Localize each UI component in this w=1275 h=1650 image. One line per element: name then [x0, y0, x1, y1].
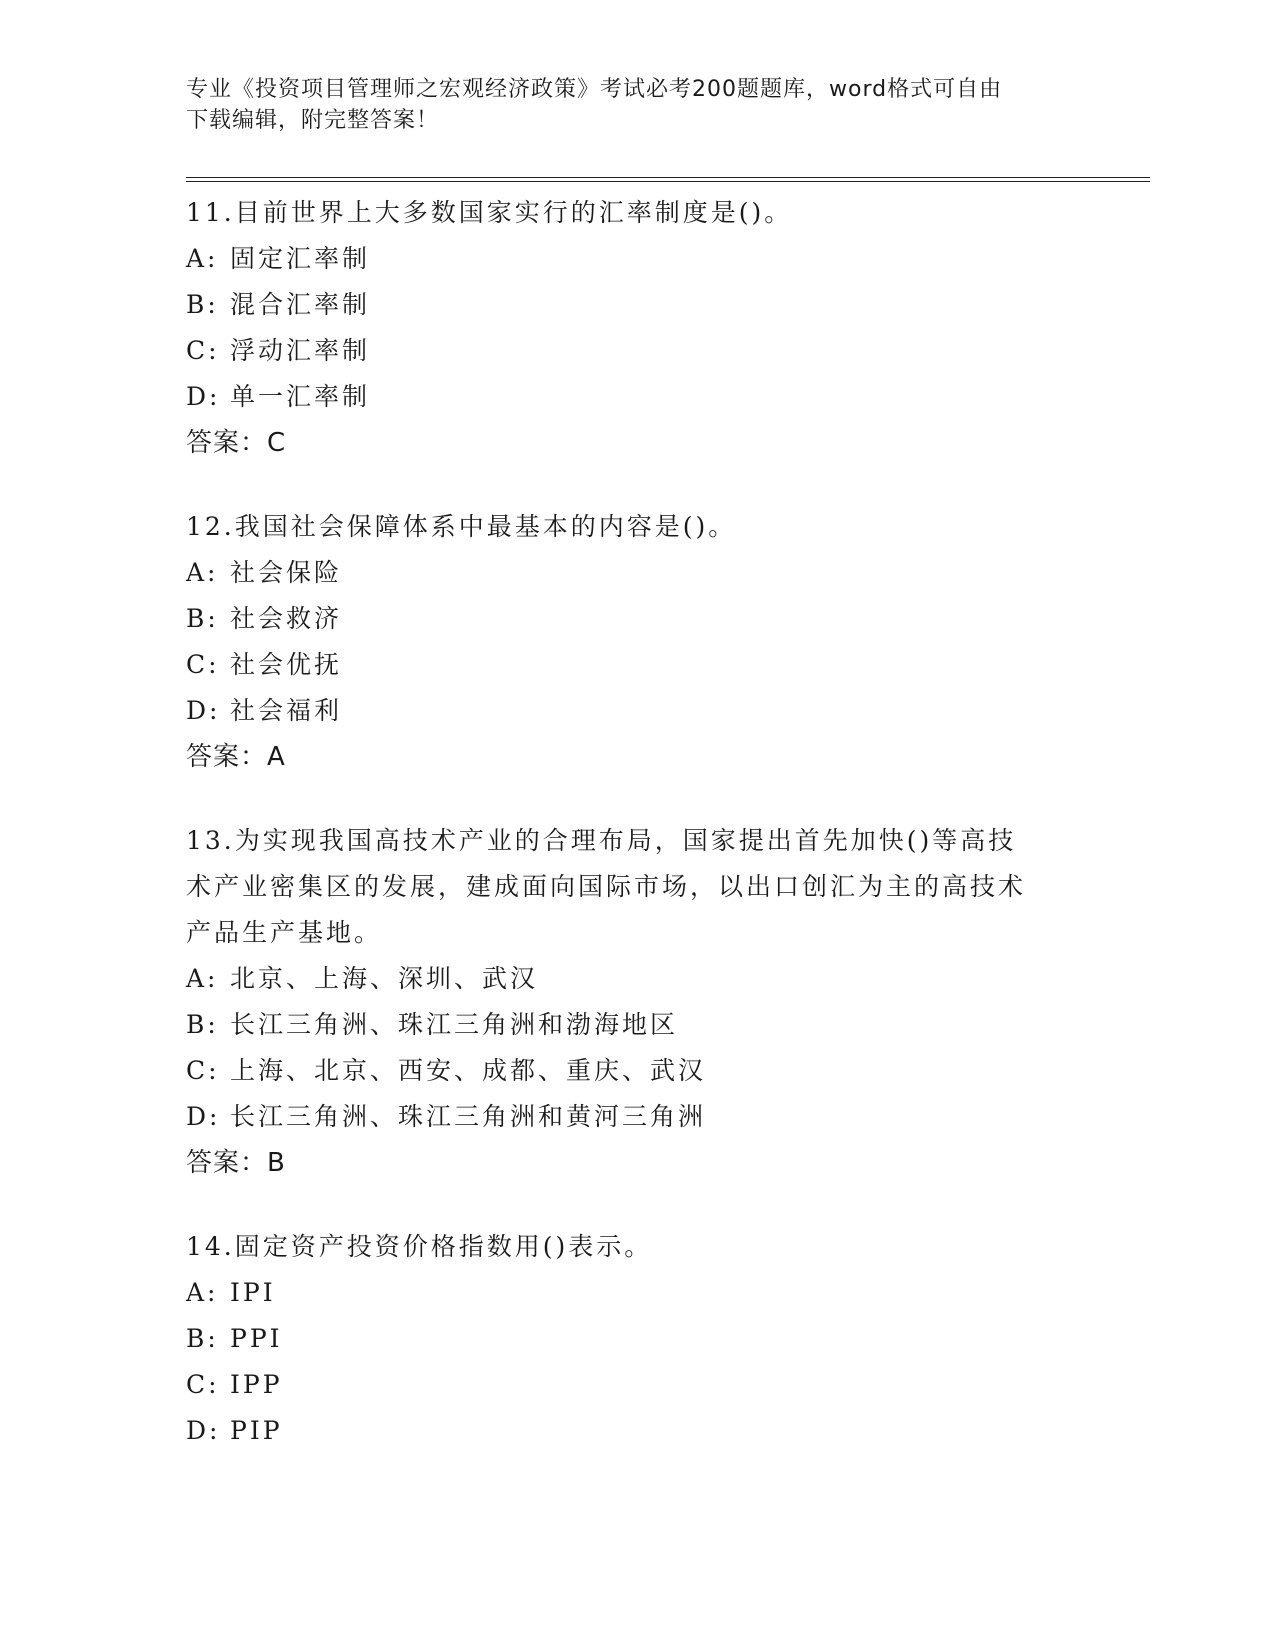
question-11: [186, 190, 1086, 466]
option-letter: D:: [186, 696, 221, 725]
option-c: [186, 642, 1086, 688]
question-14: [186, 1224, 1086, 1454]
option-letter: D:: [186, 382, 221, 411]
answer: 答案：C: [186, 428, 287, 458]
option-text: 社会福利: [230, 696, 343, 725]
option-letter: C:: [186, 1056, 220, 1085]
option-b: [186, 282, 1086, 328]
question-list: [186, 190, 1086, 1492]
option-letter: A:: [186, 1278, 219, 1307]
option-letter: A:: [186, 558, 219, 587]
question-stem: 12.我国社会保障体系中最基本的内容是()。: [186, 512, 737, 541]
option-letter: D:: [186, 1102, 221, 1131]
question-stem: 11.目前世界上大多数国家实行的汇率制度是()。: [186, 198, 793, 227]
option-text: 社会优抚: [230, 650, 343, 679]
option-letter: B:: [186, 1010, 219, 1039]
option-c: [186, 1048, 1086, 1094]
question-12: [186, 504, 1086, 780]
option-a: [186, 236, 1086, 282]
answer: 答案：B: [186, 1148, 286, 1178]
option-text: 长江三角洲、珠江三角洲和黄河三角洲: [230, 1102, 707, 1131]
option-a: [186, 1270, 1086, 1316]
option-b: [186, 596, 1086, 642]
option-text: 长江三角洲、珠江三角洲和渤海地区: [230, 1010, 679, 1039]
option-letter: B:: [186, 1324, 219, 1353]
option-text: PIP: [230, 1416, 283, 1445]
option-c: [186, 1362, 1086, 1408]
option-d: [186, 1094, 1086, 1140]
option-letter: A:: [186, 244, 219, 273]
option-text: 混合汇率制: [230, 290, 371, 319]
question-stem: 13.为实现我国高技术产业的合理布局，国家提出首先加快()等高技术产业密集区的发展，建成面向国际市场，以出口创汇为主的高技术产品生产基地。: [186, 826, 1027, 947]
option-d: [186, 688, 1086, 734]
option-d: [186, 374, 1086, 420]
header-divider: [186, 177, 1150, 182]
option-letter: C:: [186, 336, 220, 365]
header-line-1: 专业《投资项目管理师之宏观经济政策》考试必考200题题库，word格式可自由: [186, 77, 1003, 102]
option-text: IPI: [230, 1278, 276, 1307]
option-text: 浮动汇率制: [230, 336, 371, 365]
option-text: 社会救济: [230, 604, 343, 633]
option-letter: B:: [186, 604, 219, 633]
option-text: 固定汇率制: [230, 244, 371, 273]
option-letter: C:: [186, 1370, 220, 1399]
option-text: 单一汇率制: [230, 382, 371, 411]
header-line-2: 下载编辑，附完整答案！: [186, 108, 440, 133]
option-a: [186, 550, 1086, 596]
document-header: [186, 74, 1066, 136]
option-c: [186, 328, 1086, 374]
option-text: 社会保险: [230, 558, 343, 587]
option-a: [186, 956, 1086, 1002]
question-13: [186, 818, 1086, 1186]
option-text: IPP: [230, 1370, 283, 1399]
option-text: 北京、上海、深圳、武汉: [230, 964, 539, 993]
option-letter: D:: [186, 1416, 221, 1445]
option-b: [186, 1002, 1086, 1048]
option-letter: B:: [186, 290, 219, 319]
question-stem: 14.固定资产投资价格指数用()表示。: [186, 1232, 653, 1261]
option-text: 上海、北京、西安、成都、重庆、武汉: [230, 1056, 707, 1085]
answer: 答案：A: [186, 742, 286, 772]
option-letter: C:: [186, 650, 220, 679]
option-text: PPI: [230, 1324, 283, 1353]
option-d: [186, 1408, 1086, 1454]
option-b: [186, 1316, 1086, 1362]
option-letter: A:: [186, 964, 219, 993]
